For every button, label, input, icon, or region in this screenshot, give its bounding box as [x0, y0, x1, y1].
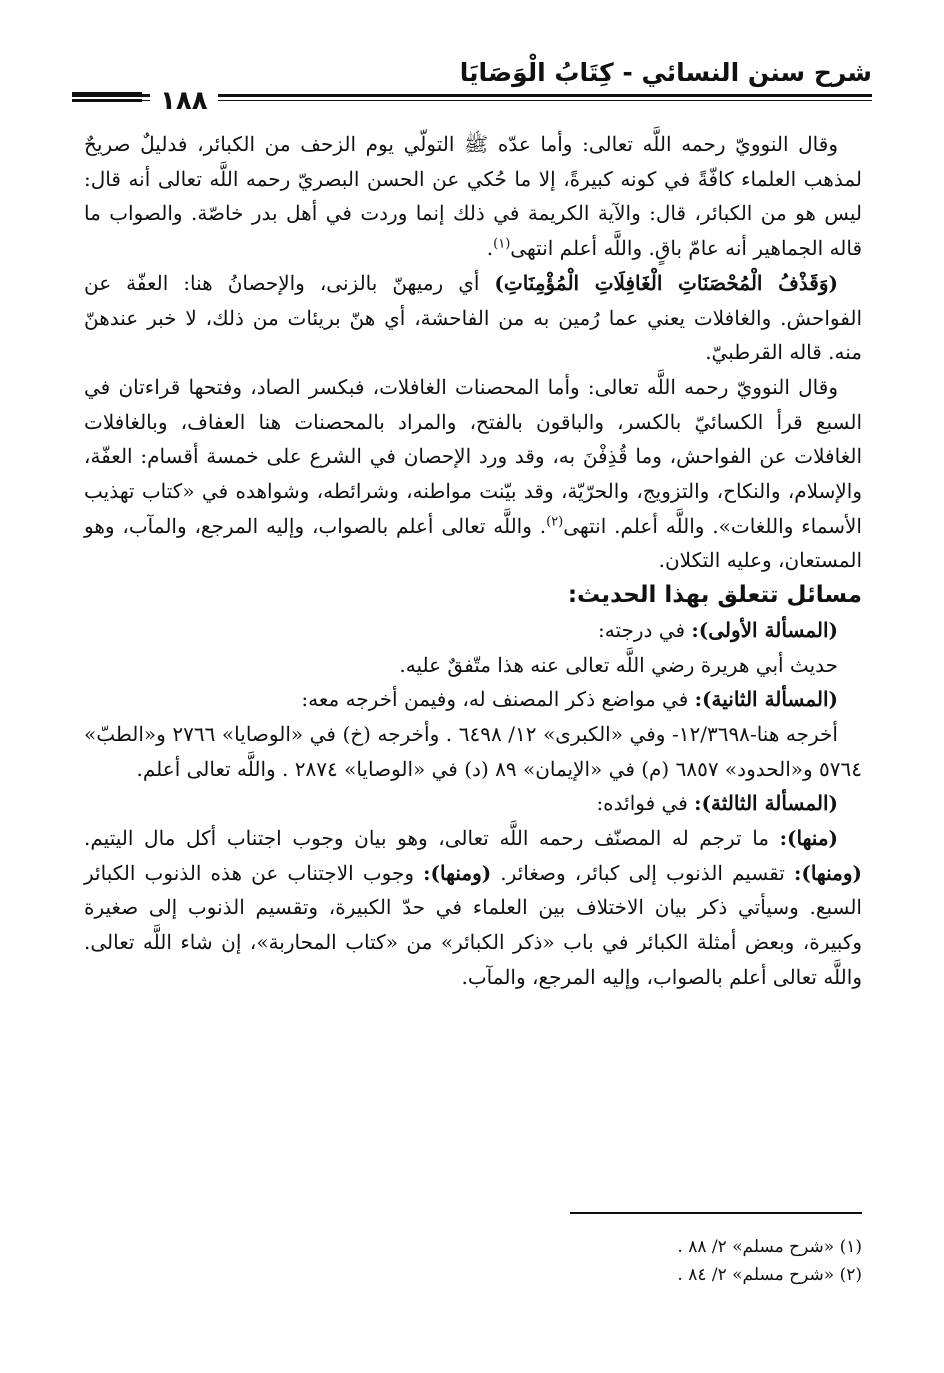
issue-2-label: (المسألة الثانية): [694, 687, 838, 712]
footnote-ref-1[interactable]: (١) [493, 236, 511, 252]
issue-3-body: (منها): ما ترجم له المصنّف رحمه اللَّه تعالى، وهو بيان وجوب اجتناب أكل مال اليتيم. (ومنها): تقسيم الذنوب إلى كبائر، وصغائر. (ومنها): وجوب الاجتناب عن هذه الذنوب الكبائر السبع. وسيأتي ذكر بيان الاختلاف بين العلماء في حدّ الكبيرة، وتقسيم الذنوب إلى صغيرة وكبيرة، وبعض أمثلة الكبائر في باب «ذكر الكبائر» من «كتاب المحاربة»، إن شاء اللَّه تعالى. واللَّه تعالى أعلم بالصواب، وإليه المرجع، والمآب. [84, 826, 862, 989]
issue-1-body: حديث أبي هريرة رضي اللَّه تعالى عنه هذا متّفقٌ عليه. [399, 652, 838, 677]
page-number-ornament [72, 92, 142, 106]
footnote-1: (١) «شرح مسلم» ٢/ ٨٨ . [677, 1237, 862, 1257]
footnote-2: (٢) «شرح مسلم» ٢/ ٨٤ . [677, 1265, 862, 1285]
paragraph-nawawi-2: وقال النوويّ رحمه اللَّه تعالى: وأما المحصنات الغافلات، فبكسر الصاد، وفتحها قراءتان في السبع قرأ الكسائيّ بالكسر، والباقون بالفتح، والمراد بالمحصنات هنا العفاف، وبالغافلات الغافلات عن الفواحش، وما قُذِفْنَ به، وقد ورد الإحصان في الشرع على خمسة أقسام: العفّة، والإسلام، والنكاح، والتزويج، والحرّيّة، وقد بيّنت مواطنه، وشرائطه، وشواهده في «كتاب تهذيب الأسماء واللغات». واللَّه أعلم. انتهى$^{(٢)}$. واللَّه تعالى أعلم بالصواب، وإليه المرجع، والمآب، وهو المستعان، وعليه التكلان. [84, 374, 862, 573]
issue-2: (المسألة الثانية): في مواضع ذكر المصنف له، وفيمن أخرجه معه: [301, 687, 838, 712]
main-text [84, 127, 862, 995]
footnote-separator [570, 1212, 862, 1214]
page-number: ١٨٨ [150, 88, 218, 114]
footnote-ref-2[interactable]: (٢) [546, 514, 564, 530]
quoted-hadith-text: (وَقَذْفُ الْمُحْصَنَاتِ الْغَافِلَاتِ الْمُؤْمِنَاتِ) [494, 270, 838, 295]
issue-3-label: (المسألة الثالثة): [694, 791, 838, 816]
paragraph-nawawi-1: وقال النوويّ رحمه اللَّه تعالى: وأما عدّه ﷺ التولّي يوم الزحف من الكبائر، فدليلٌ صريحٌ لمذهب العلماء كافّةً في كونه كبيرةً، إلا ما حُكي عن الحسن البصريّ رحمه اللَّه تعالى أنه قال: ليس هو من الكبائر، قال: والآية الكريمة في ذلك إنما وردت في أهل بدر خاصّة. والصواب ما قاله الجماهير أنه عامّ باقٍ. واللَّه أعلم انتهى$^{(١)}$. [84, 132, 862, 261]
issue-1: (المسألة الأولى): في درجته: [598, 617, 838, 642]
section-heading: مسائل تتعلق بهذا الحديث: [567, 582, 862, 609]
page-header [72, 40, 872, 116]
issue-3: (المسألة الثالثة): في فوائده: [596, 791, 838, 816]
paragraph-qadhf: (وَقَذْفُ الْمُحْصَنَاتِ الْغَافِلَاتِ الْمُؤْمِنَاتِ) أي رميهنّ بالزنى، والإحصانُ هنا: العفّة عن الفواحش. والغافلات يعني عما رُمين به من الفاحشة، أي هنّ بريئات من ذلك، لا خبر عندهنّ منه. قاله القرطبيّ. [84, 270, 862, 365]
issue-2-body: أخرجه هنا-١٢/٣٦٩٨- وفي «الكبرى» ١٢/ ٦٤٩٨ . وأخرجه (خ) في «الوصايا» ٢٧٦٦ و«الطبّ» ٥٧٦٤ و«الحدود» ٦٨٥٧ (م) في «الإيمان» ٨٩ (د) في «الوصايا» ٢٨٧٤ . واللَّه تعالى أعلم. [84, 721, 862, 781]
footnotes [262, 1233, 862, 1289]
issue-1-label: (المسألة الأولى): [691, 617, 838, 642]
running-title: شرح سنن النسائي - كِتَابُ الْوَصَايَا [459, 58, 872, 87]
